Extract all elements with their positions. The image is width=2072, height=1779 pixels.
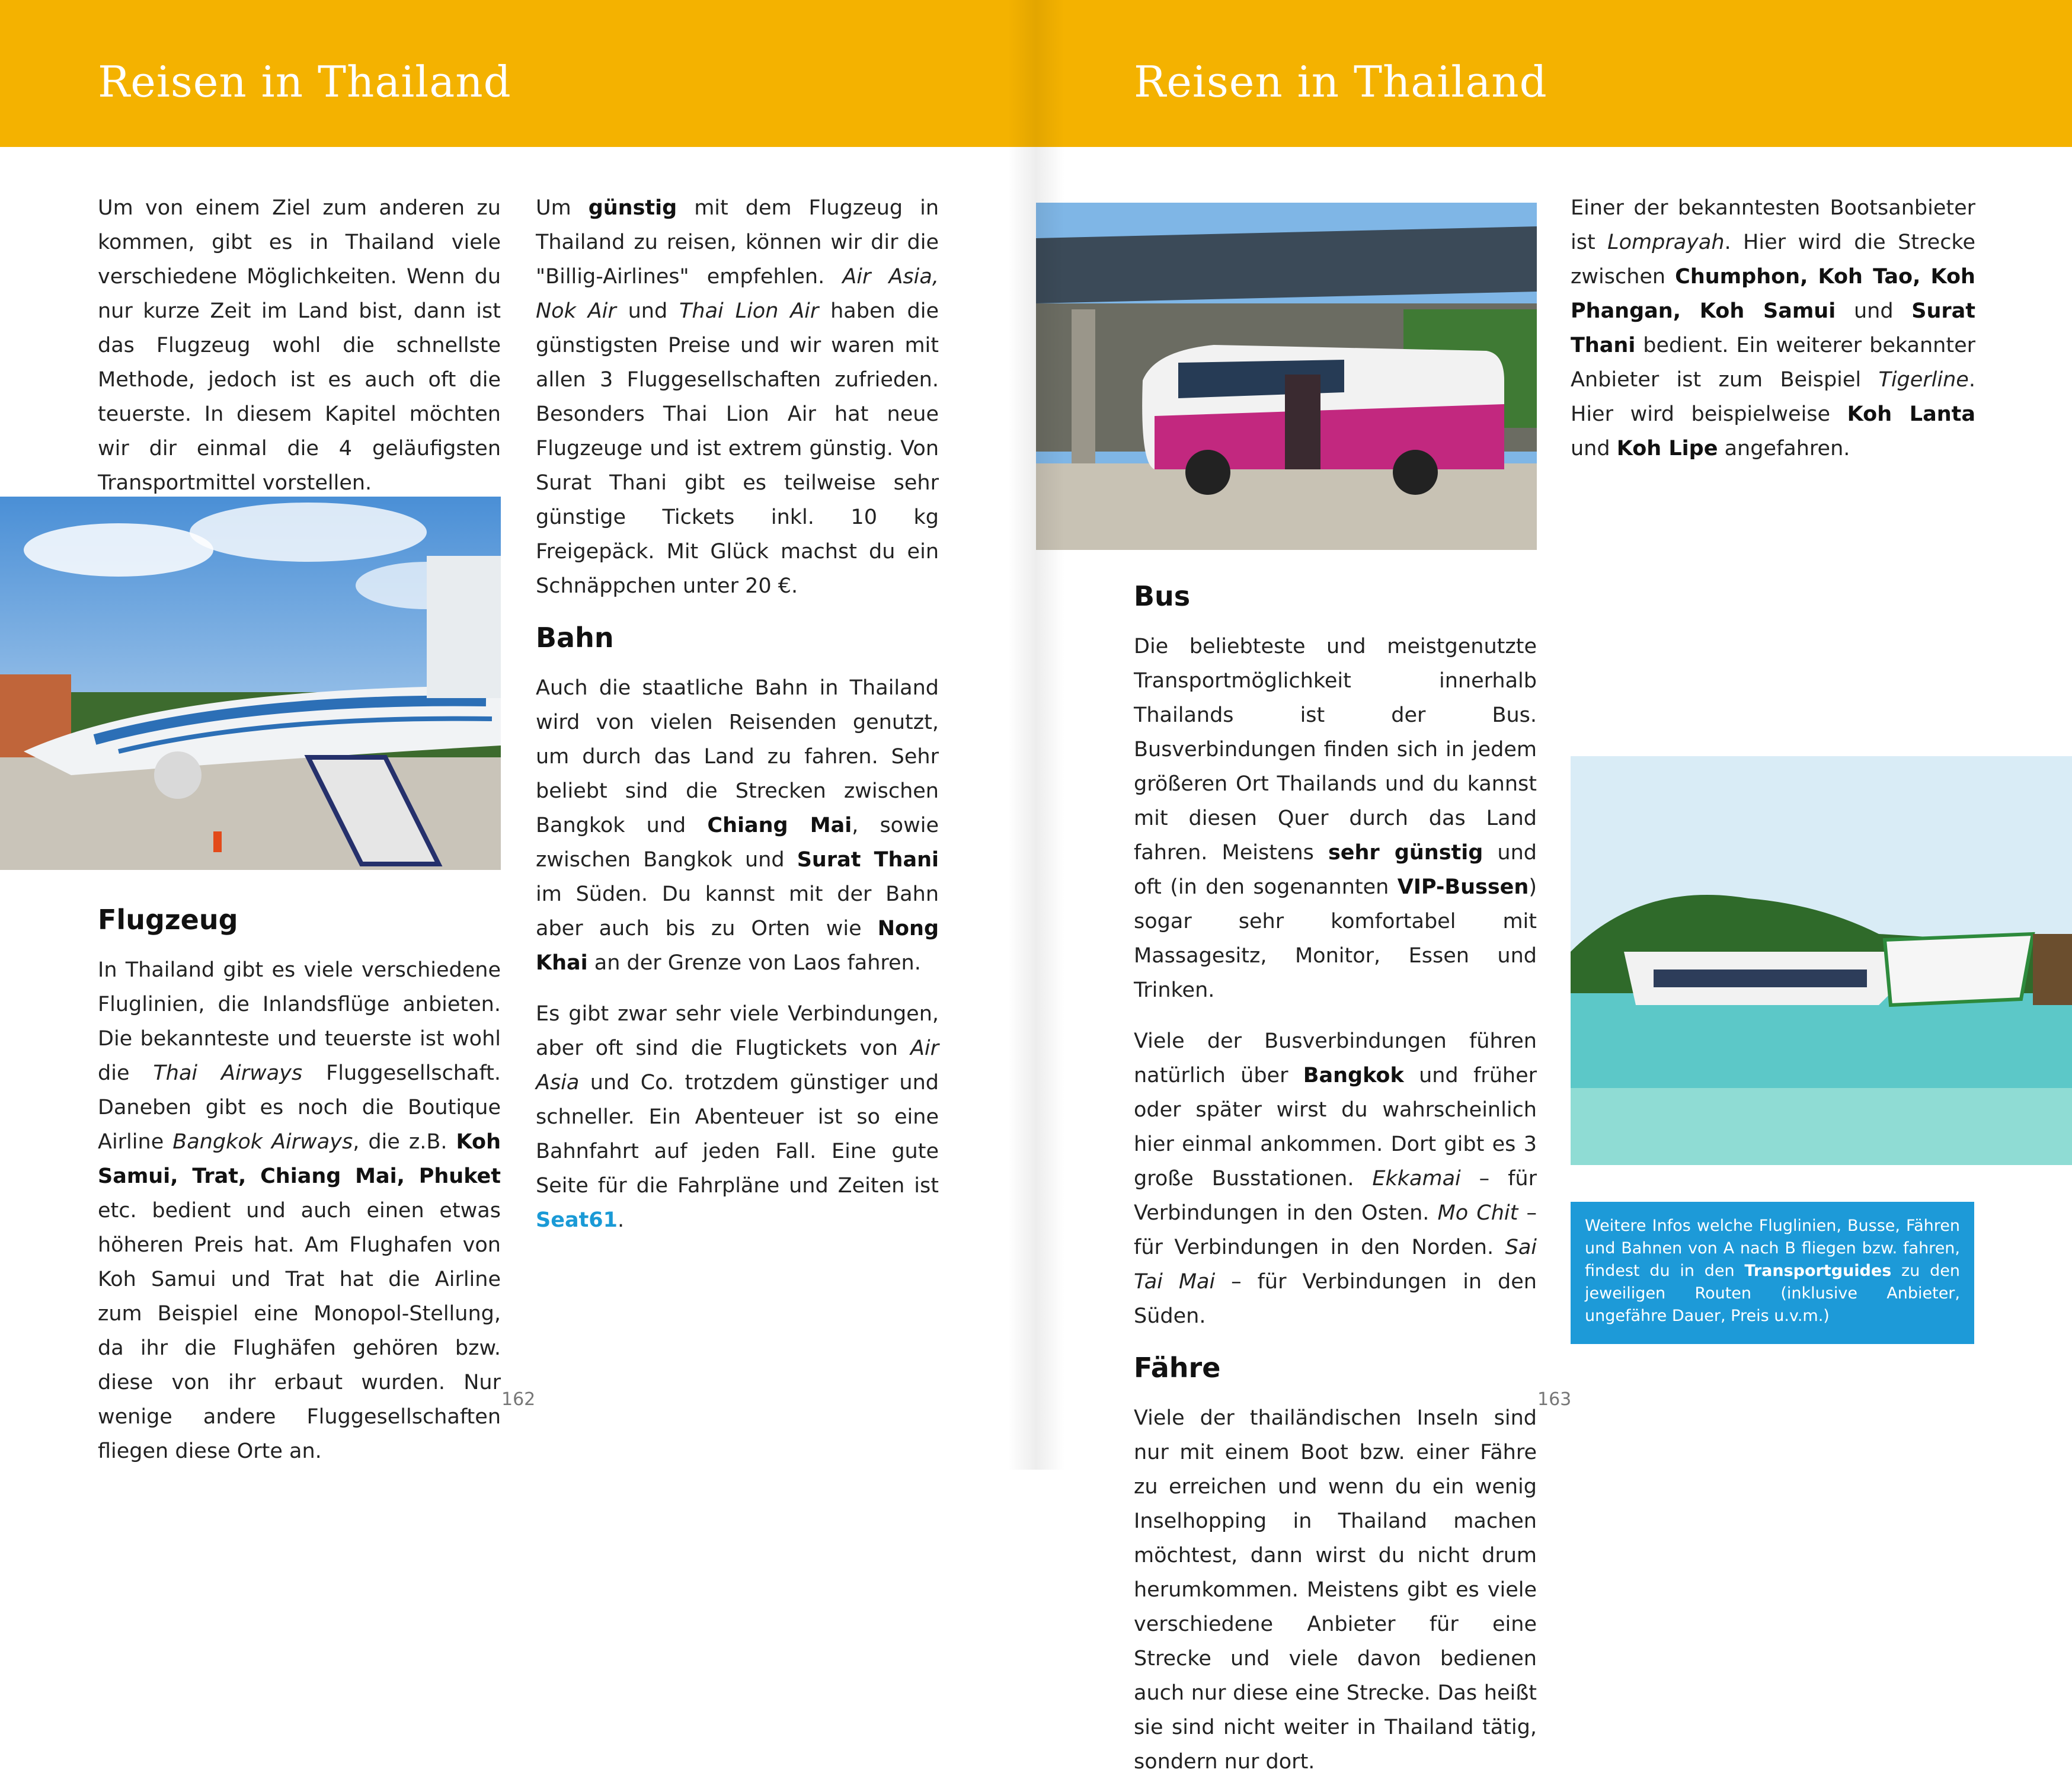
bus-photo	[1036, 203, 1537, 550]
page-number-left: 162	[501, 1389, 536, 1410]
faehre-heading: Fähre	[1134, 1352, 1221, 1384]
seat61-link[interactable]: Seat61	[536, 1208, 618, 1232]
transportguides-link[interactable]: Transportguides	[1744, 1262, 1892, 1280]
page-number-right: 163	[1537, 1389, 1572, 1410]
bus-illustration	[1036, 203, 1537, 550]
header-band-right	[1036, 0, 2072, 147]
bus-paragraph-2: Viele der Busverbindungen führen natürlich über Bangkok und früher oder später wirst du wahrscheinlich hier einmal ankommen. Dort gibt es 3 große Busstationen. Ekkamai – für Verbindungen in den Osten. Mo Chit – für Verbindungen in den Norden. Sai Tai Mai – für Verbindungen in den Süden.	[1134, 1029, 1537, 1328]
flugzeug-paragraph-2: Um günstig mit dem Flugzeug in Thailand zu reisen, können wir dir die "Billig-Airlines" empfehlen. Air Asia, Nok Air und Thai Lion Air haben die günstigsten Preise und wir waren mit allen 3 Fluggesellschaften zufrieden. Besonders Thai Lion Air hat neue Flugzeuge und ist extrem günstig. Von Surat Thani gibt es teilweise sehr günstige Tickets inkl. 10 kg Freigepäck. Mit Glück machst du ein Schnäppchen unter 20 €.	[536, 196, 939, 598]
flugzeug-heading: Flugzeug	[98, 904, 238, 936]
right-page-column-1	[1134, 578, 1537, 1774]
left-page	[0, 0, 1036, 1470]
left-column-top	[98, 191, 501, 517]
right-page-column-2	[1571, 191, 1975, 482]
bus-paragraph-1: Die beliebteste und meistgenutzte Transportmöglichkeit innerhalb Thailands ist der Bus. Busverbindungen finden sich in jedem größeren Ort Thailands und du kannst mit diesen Quer durch das Land fahren. Meistens sehr günstig und oft (in den sogenannten VIP-Bussen) sogar sehr komfortabel mit Massagesitz, Monitor, Essen und Trinken.	[1134, 635, 1537, 1002]
bahn-paragraph-2: Es gibt zwar sehr viele Verbindungen, aber oft sind die Flugtickets von Air Asia und Co. trotzdem günstiger und schneller. Ein Abenteuer ist so eine Bahnfahrt auf jeden Fall. Eine gute Seite für die Fahrpläne und Zeiten ist Seat61.	[536, 1002, 939, 1232]
airplane-illustration	[0, 497, 501, 870]
page-title-left: Reisen in Thailand	[98, 57, 511, 107]
left-page-column-2	[536, 191, 939, 1254]
right-page	[1036, 0, 2072, 1774]
bus-heading: Bus	[1134, 580, 1191, 612]
bahn-heading: Bahn	[536, 622, 614, 654]
faehre-paragraph-2: Einer der bekanntesten Bootsanbieter ist Lomprayah. Hier wird die Strecke zwischen Chumphon, Koh Tao, Koh Phangan, Koh Samui und Surat Thani bedient. Ein weiterer bekannter Anbieter ist zum Beispiel Tigerline. Hier wird beispielweise Koh Lanta und Koh Lipe angefahren.	[1571, 196, 1975, 460]
header-band-left	[0, 0, 1036, 147]
page-title-right: Reisen in Thailand	[1134, 57, 1547, 107]
faehre-paragraph-1: Viele der thailändischen Inseln sind nur mit einem Boot bzw. einer Fähre zu erreichen und wenn du ein wenig Inselhopping in Thailand machen möchtest, dann wirst du nicht drum herumkommen. Meistens gibt es viele verschiedene Anbieter für eine Strecke und viele davon bedienen auch nur diese eine Strecke. Das heißt sie sind nicht weiter in Thailand tätig, sondern nur dort.	[1134, 1406, 1537, 1774]
info-box: Weitere Infos welche Fluglinien, Busse, Fähren und Bahnen von A nach B fliegen bzw. fahren, findest du in den Transportguides zu den jeweiligen Routen (inklusive Anbieter, ungefähre Dauer, Preis u.v.m.)	[1571, 1202, 1974, 1344]
left-column-bottom	[98, 902, 501, 1485]
flugzeug-paragraph-1: In Thailand gibt es viele verschiedene Fluglinien, die Inlandsflüge anbieten. Die bekannteste und teuerste ist wohl die Thai Airways Fluggesellschaft. Daneben gibt es noch die Boutique Airline Bangkok Airways, die z.B. Koh Samui, Trat, Chiang Mai, Phuket etc. bedient und auch einen etwas höheren Preis hat. Am Flughafen von Koh Samui und Trat hat die Airline zum Beispiel eine Monopol-Stellung, da ihr die Flughäfen gehören bzw. diese von ihr erbaut wurden. Nur wenige andere Fluggesellschaften fliegen diese Orte an.	[98, 958, 501, 1463]
ferry-illustration	[1571, 756, 2072, 1165]
bahn-paragraph-1: Auch die staatliche Bahn in Thailand wird von vielen Reisenden genutzt, um durch das Land zu fahren. Sehr beliebt sind die Strecken zwischen Bangkok und Chiang Mai, sowie zwischen Bangkok und Surat Thani im Süden. Du kannst mit der Bahn aber auch bis zu Orten wie Nong Khai an der Grenze von Laos fahren.	[536, 676, 939, 975]
ferry-photo	[1571, 756, 2072, 1165]
intro-paragraph: Um von einem Ziel zum anderen zu kommen, gibt es in Thailand viele verschiedene Möglichkeiten. Wenn du nur kurze Zeit im Land bist, dann ist das Flugzeug wohl die schnellste Methode, jedoch ist es auch oft die teuerste. In diesem Kapitel möchten wir dir einmal die 4 geläufigsten Transportmittel vorstellen.	[98, 196, 501, 495]
airplane-photo	[0, 497, 501, 870]
